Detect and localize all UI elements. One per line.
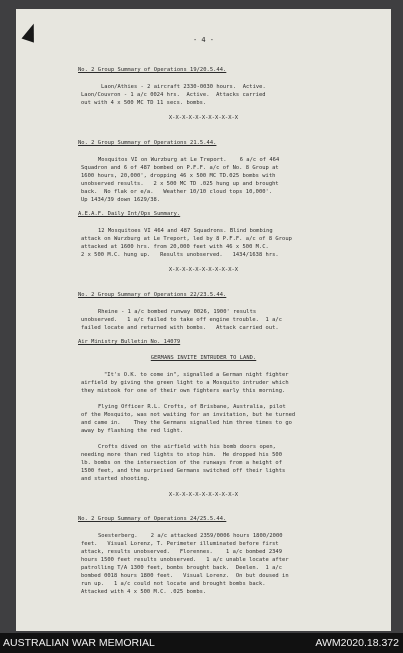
text-line: bombed 0018 hours 1800 feet. Visual Lorenz. On but doused in <box>81 573 289 579</box>
text-line: Squadron and 6 of 487 bombed on P.F.F. a/c of No. 8 Group at <box>81 165 279 171</box>
text-line: needing more than red lights to stop him. He dropped his 500 <box>81 452 283 458</box>
text-line: 2 x 500 M.C. hung up. Results unobserved. 1434/1638 hrs. <box>81 252 279 258</box>
text-line: "It's O.K. to come in", signalled a German night fighter <box>104 372 289 378</box>
text-line: airfield by giving the green light to a Mosquito intruder which <box>81 380 289 386</box>
section-heading: No. 2 Group Summary of Operations 24/25.5.44. <box>78 516 227 522</box>
article-headline: GERMANS INVITE INTRUDER TO LAND. <box>150 355 257 361</box>
document-page <box>16 9 391 631</box>
text-line: Laon/Athies - 2 aircraft 2330-0030 hours. Active. <box>101 84 266 90</box>
text-line: Attacked with 4 x 500 M.C. .025 bombs. <box>81 589 207 595</box>
text-line: Laon/Couvron - 1 a/c 0024 hrs. Active. Attacks carried <box>81 92 266 98</box>
separator: X-X-X-X-X-X-X-X-X-X-X <box>168 492 239 498</box>
text-line: away by flashing the red light. <box>81 428 184 434</box>
text-line: Flying Officer R.L. Crofts, of Brisbane, Australia, pilot <box>98 404 286 410</box>
text-line: lb. bombs on the intersection of the runways from a height of <box>81 460 283 466</box>
text-line: 1600 hours, 20,000', dropping 46 x 500 MC TD.025 bombs with <box>81 173 276 179</box>
text-line: Rheine - 1 a/c bombed runway 0026, 1900' results <box>98 309 257 315</box>
text-line: of the Mosquito, was not waiting for an invitation, but he turned <box>81 412 296 418</box>
section-heading: A.E.A.F. Daily Int/Ops Summary. <box>78 211 181 217</box>
text-line: attack on Wurzburg at Le Treport, led by 8 P.F.F. a/c of 8 Group <box>81 236 292 242</box>
text-line: Crofts dived on the airfield with his bomb doors open, <box>98 444 276 450</box>
text-line: attack, results unobserved. Florennes. 1 a/c bombed 2349 <box>81 549 283 555</box>
section-heading: Air Ministry Bulletin No. 14079 <box>78 339 181 345</box>
section-heading: No. 2 Group Summary of Operations 19/20.5.44. <box>78 67 227 73</box>
text-line: out with 4 x 500 MC TD 11 secs. bombs. <box>81 100 207 106</box>
footer-reference: AWM2020.18.372 <box>315 637 399 649</box>
text-line: 1500 feet, and the surprised Germans switched off their lights <box>81 468 286 474</box>
text-line: and started shooting. <box>81 476 151 482</box>
text-line: Mosquitos VI on Wurzburg at Le Treport. 6 a/c of 464 <box>98 157 280 163</box>
text-line: Soesterberg. 2 a/c attacked 2359/0006 hours 1800/2000 <box>98 533 283 539</box>
section-heading: No. 2 Group Summary of Operations 21.5.44. <box>78 140 217 146</box>
text-line: 12 Mosquitoes VI 464 and 487 Squadrons. Blind bombing <box>98 228 273 234</box>
text-line: run up. 1 a/c could not locate and brought bombs back. <box>81 581 266 587</box>
separator: X-X-X-X-X-X-X-X-X-X-X <box>168 115 239 121</box>
text-line: feet. Visual Lorenz, T. Perimeter illuminated before first <box>81 541 279 547</box>
footer-source: AUSTRALIAN WAR MEMORIAL <box>3 637 155 649</box>
text-line: back. No flak or e/a. Weather 10/10 cloud tops 10,000'. <box>81 189 273 195</box>
section-heading: No. 2 Group Summary of Operations 22/23.5.44. <box>78 292 227 298</box>
page-number: - 4 - <box>192 36 215 44</box>
separator: X-X-X-X-X-X-X-X-X-X-X <box>168 267 239 273</box>
text-line: unobserved results. 2 x 500 MC TD .025 hung up and brought <box>81 181 279 187</box>
text-line: they mistook for one of their own fighters early this morning. <box>81 388 286 394</box>
text-line: failed locate and returned with bombs. Attack carried out. <box>81 325 279 331</box>
text-line: patrolling T/A 1300 feet, bombs brought back. Deelen. 1 a/c <box>81 565 283 571</box>
archive-footer <box>0 633 403 653</box>
text-line: attacked at 1600 hrs. from 20,000 feet with 46 x 500 M.C. <box>81 244 269 250</box>
text-line: hours 1500 feet results unobserved. 1 a/c unable locate after <box>81 557 289 563</box>
text-line: and came in. They the Germans signalled him three times to go <box>81 420 292 426</box>
text-line: Up 1434/39 down 1629/38. <box>81 197 161 203</box>
text-line: unobserved. 1 a/c failed to take off engine trouble. 1 a/c <box>81 317 283 323</box>
